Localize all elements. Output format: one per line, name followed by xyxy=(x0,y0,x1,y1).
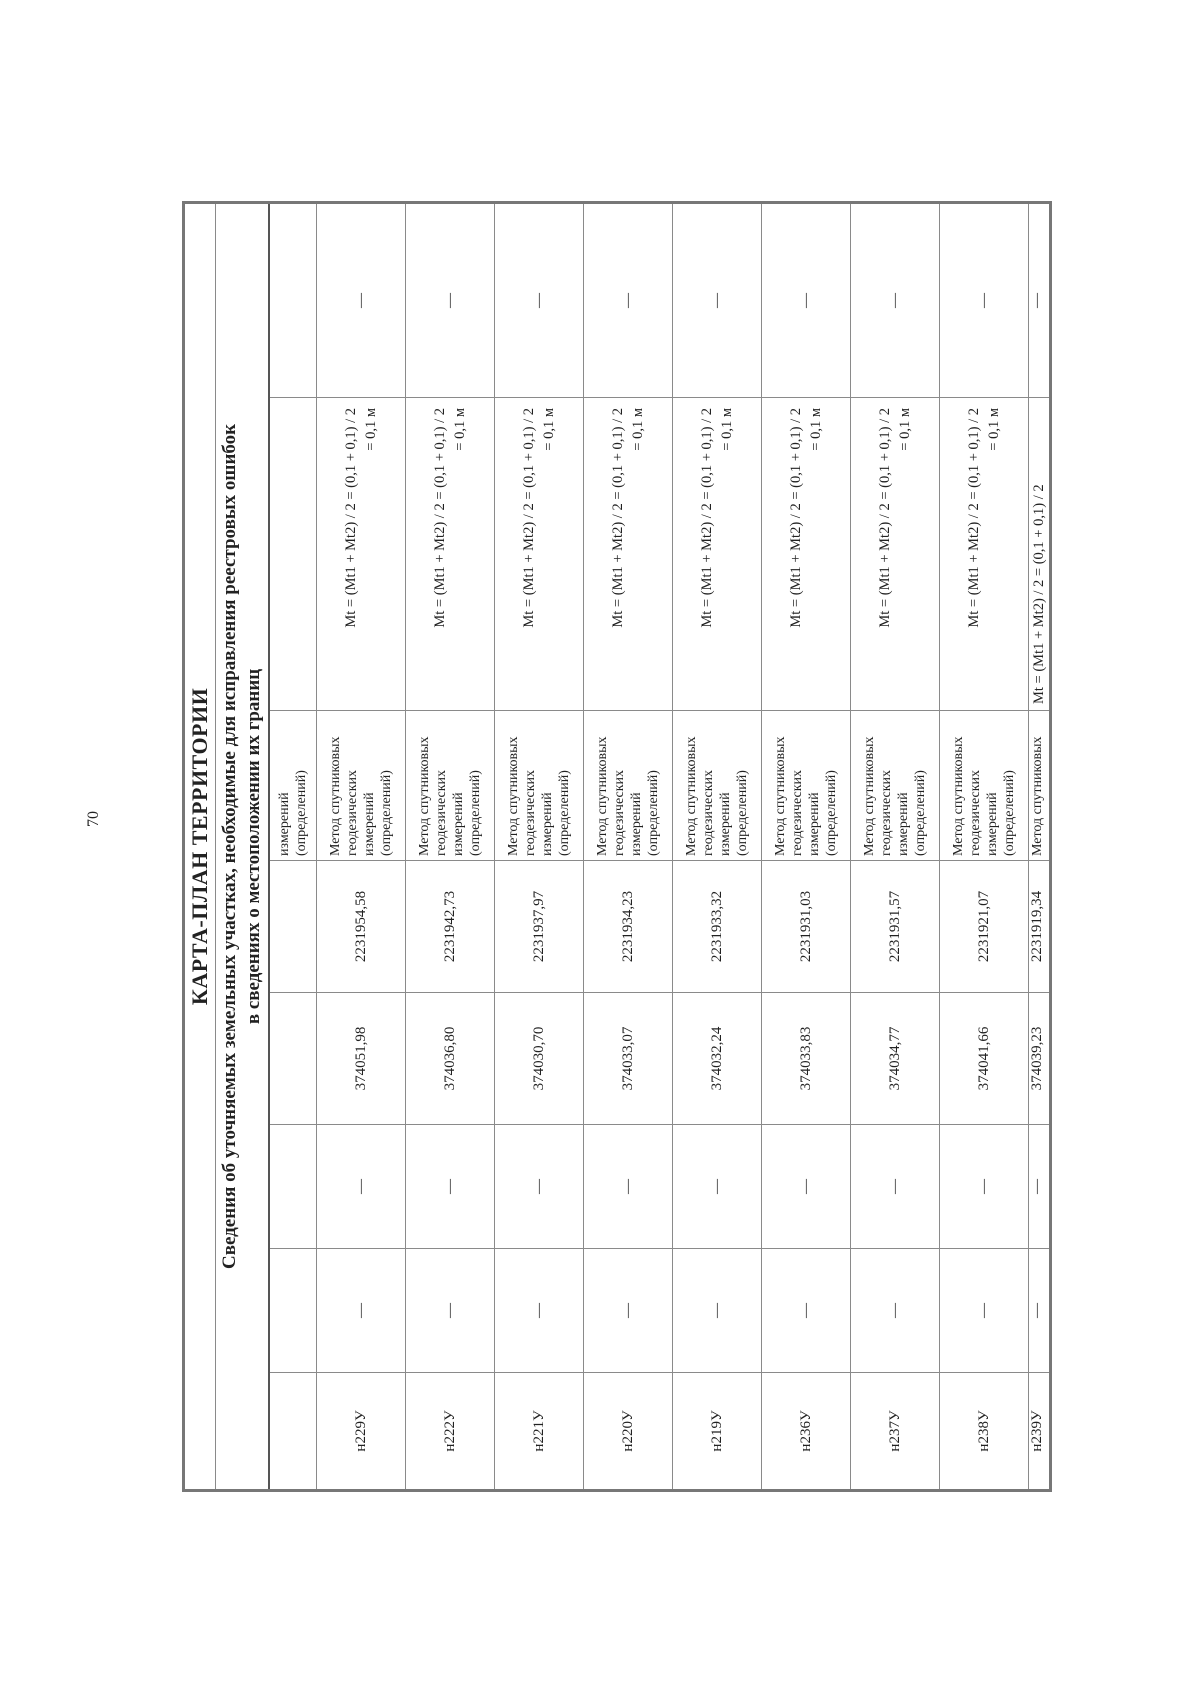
y-coordinate: 2231954,58 xyxy=(317,861,406,993)
point-label: н237У xyxy=(851,1373,940,1491)
method-cell: Метод спутниковых xyxy=(1029,711,1051,861)
method-cell: Метод спутниковых геодезических измерений (определений) xyxy=(940,711,1029,861)
point-label: н239У xyxy=(1029,1373,1051,1491)
y-coordinate: 2231931,03 xyxy=(762,861,851,993)
x-coordinate: 374030,70 xyxy=(495,993,584,1125)
x-coordinate: 374036,80 xyxy=(406,993,495,1125)
point-label: н221У xyxy=(495,1373,584,1491)
y-coordinate: 2231933,32 xyxy=(673,861,762,993)
formula-cell: Mt = (Mt1 + Mt2) / 2 = (0,1 + 0,1) / 2 = 0,1 м xyxy=(851,398,940,711)
method-cell: Метод спутниковых геодезических измерений (определений) xyxy=(495,711,584,861)
x-coordinate: 374041,66 xyxy=(940,993,1029,1125)
formula-cell: Mt = (Mt1 + Mt2) / 2 = (0,1 + 0,1) / 2 xyxy=(1029,398,1051,711)
method-cell: измерений (определений) xyxy=(269,711,317,861)
method-cell: Метод спутниковых геодезических измерений (определений) xyxy=(673,711,762,861)
table-row: н229У — — 374051,98 2231954,58 Метод спутниковых геодезических измерений (определений) Mt = (Mt1 + Mt2) / 2 = (0,1 + 0,1) / 2 = 0,1 м — xyxy=(317,202,406,1490)
point-label: н220У xyxy=(584,1373,673,1491)
table-row: н221У — — 374030,70 2231937,97 Метод спутниковых геодезических измерений (определений) Mt = (Mt1 + Mt2) / 2 = (0,1 + 0,1) / 2 = 0,1 м — xyxy=(495,202,584,1490)
cadastral-table xyxy=(182,201,1052,1492)
rotated-sheet xyxy=(182,204,1047,1492)
table-row: н239У — — 374039,23 2231919,34 Метод спутниковых Mt = (Mt1 + Mt2) / 2 = (0,1 + 0,1) / 2 — xyxy=(1029,202,1051,1490)
x-coordinate: 374033,07 xyxy=(584,993,673,1125)
subtitle-line-2: в сведениях о местоположении их границ xyxy=(243,668,264,1025)
y-coordinate: 2231937,97 xyxy=(495,861,584,993)
method-cell: Метод спутниковых геодезических измерений (определений) xyxy=(406,711,495,861)
formula-cell: Mt = (Mt1 + Mt2) / 2 = (0,1 + 0,1) / 2 = 0,1 м xyxy=(584,398,673,711)
point-label: н236У xyxy=(762,1373,851,1491)
method-cell: Метод спутниковых геодезических измерений (определений) xyxy=(317,711,406,861)
subtitle-line-1: Сведения об уточняемых земельных участках, необходимые для исправления реестровых ошибок xyxy=(219,423,240,1270)
y-coordinate: 2231942,73 xyxy=(406,861,495,993)
formula-cell: Mt = (Mt1 + Mt2) / 2 = (0,1 + 0,1) / 2 = 0,1 м xyxy=(317,398,406,711)
x-coordinate: 374039,23 xyxy=(1029,993,1051,1125)
table-row: н222У — — 374036,80 2231942,73 Метод спутниковых геодезических измерений (определений) Mt = (Mt1 + Mt2) / 2 = (0,1 + 0,1) / 2 = 0,1 м — xyxy=(406,202,495,1490)
x-coordinate: 374051,98 xyxy=(317,993,406,1125)
page-number: 70 xyxy=(85,811,102,827)
x-coordinate: 374032,24 xyxy=(673,993,762,1125)
point-label: н219У xyxy=(673,1373,762,1491)
formula-cell: Mt = (Mt1 + Mt2) / 2 = (0,1 + 0,1) / 2 = 0,1 м xyxy=(406,398,495,711)
formula-cell: Mt = (Mt1 + Mt2) / 2 = (0,1 + 0,1) / 2 = 0,1 м xyxy=(762,398,851,711)
point-label: н229У xyxy=(317,1373,406,1491)
method-cell: Метод спутниковых геодезических измерений (определений) xyxy=(762,711,851,861)
formula-cell: Mt = (Mt1 + Mt2) / 2 = (0,1 + 0,1) / 2 = 0,1 м xyxy=(940,398,1029,711)
method-cell: Метод спутниковых геодезических измерений (определений) xyxy=(851,711,940,861)
y-coordinate: 2231931,57 xyxy=(851,861,940,993)
x-coordinate: 374034,77 xyxy=(851,993,940,1125)
table-row xyxy=(269,202,317,1490)
page-title: КАРТА-ПЛАН ТЕРРИТОРИИ xyxy=(184,202,216,1490)
x-coordinate: 374033,83 xyxy=(762,993,851,1125)
y-coordinate: 2231919,34 xyxy=(1029,861,1051,993)
table-row: н236У — — 374033,83 2231931,03 Метод спутниковых геодезических измерений (определений) Mt = (Mt1 + Mt2) / 2 = (0,1 + 0,1) / 2 = 0,1 м — xyxy=(762,202,851,1490)
point-label: н238У xyxy=(940,1373,1029,1491)
method-cell: Метод спутниковых геодезических измерений (определений) xyxy=(584,711,673,861)
table-row: н238У — — 374041,66 2231921,07 Метод спутниковых геодезических измерений (определений) Mt = (Mt1 + Mt2) / 2 = (0,1 + 0,1) / 2 = 0,1 м — xyxy=(940,202,1029,1490)
formula-cell: Mt = (Mt1 + Mt2) / 2 = (0,1 + 0,1) / 2 = 0,1 м xyxy=(495,398,584,711)
formula-cell: Mt = (Mt1 + Mt2) / 2 = (0,1 + 0,1) / 2 = 0,1 м xyxy=(673,398,762,711)
table-subtitle xyxy=(216,202,270,1490)
point-label: н222У xyxy=(406,1373,495,1491)
y-coordinate: 2231934,23 xyxy=(584,861,673,993)
table-row: н237У — — 374034,77 2231931,57 Метод спутниковых геодезических измерений (определений) Mt = (Mt1 + Mt2) / 2 = (0,1 + 0,1) / 2 = 0,1 м — xyxy=(851,202,940,1490)
table-row: н220У — — 374033,07 2231934,23 Метод спутниковых геодезических измерений (определений) Mt = (Mt1 + Mt2) / 2 = (0,1 + 0,1) / 2 = 0,1 м — xyxy=(584,202,673,1490)
table-row: н219У — — 374032,24 2231933,32 Метод спутниковых геодезических измерений (определений) Mt = (Mt1 + Mt2) / 2 = (0,1 + 0,1) / 2 = 0,1 м — xyxy=(673,202,762,1490)
y-coordinate: 2231921,07 xyxy=(940,861,1029,993)
